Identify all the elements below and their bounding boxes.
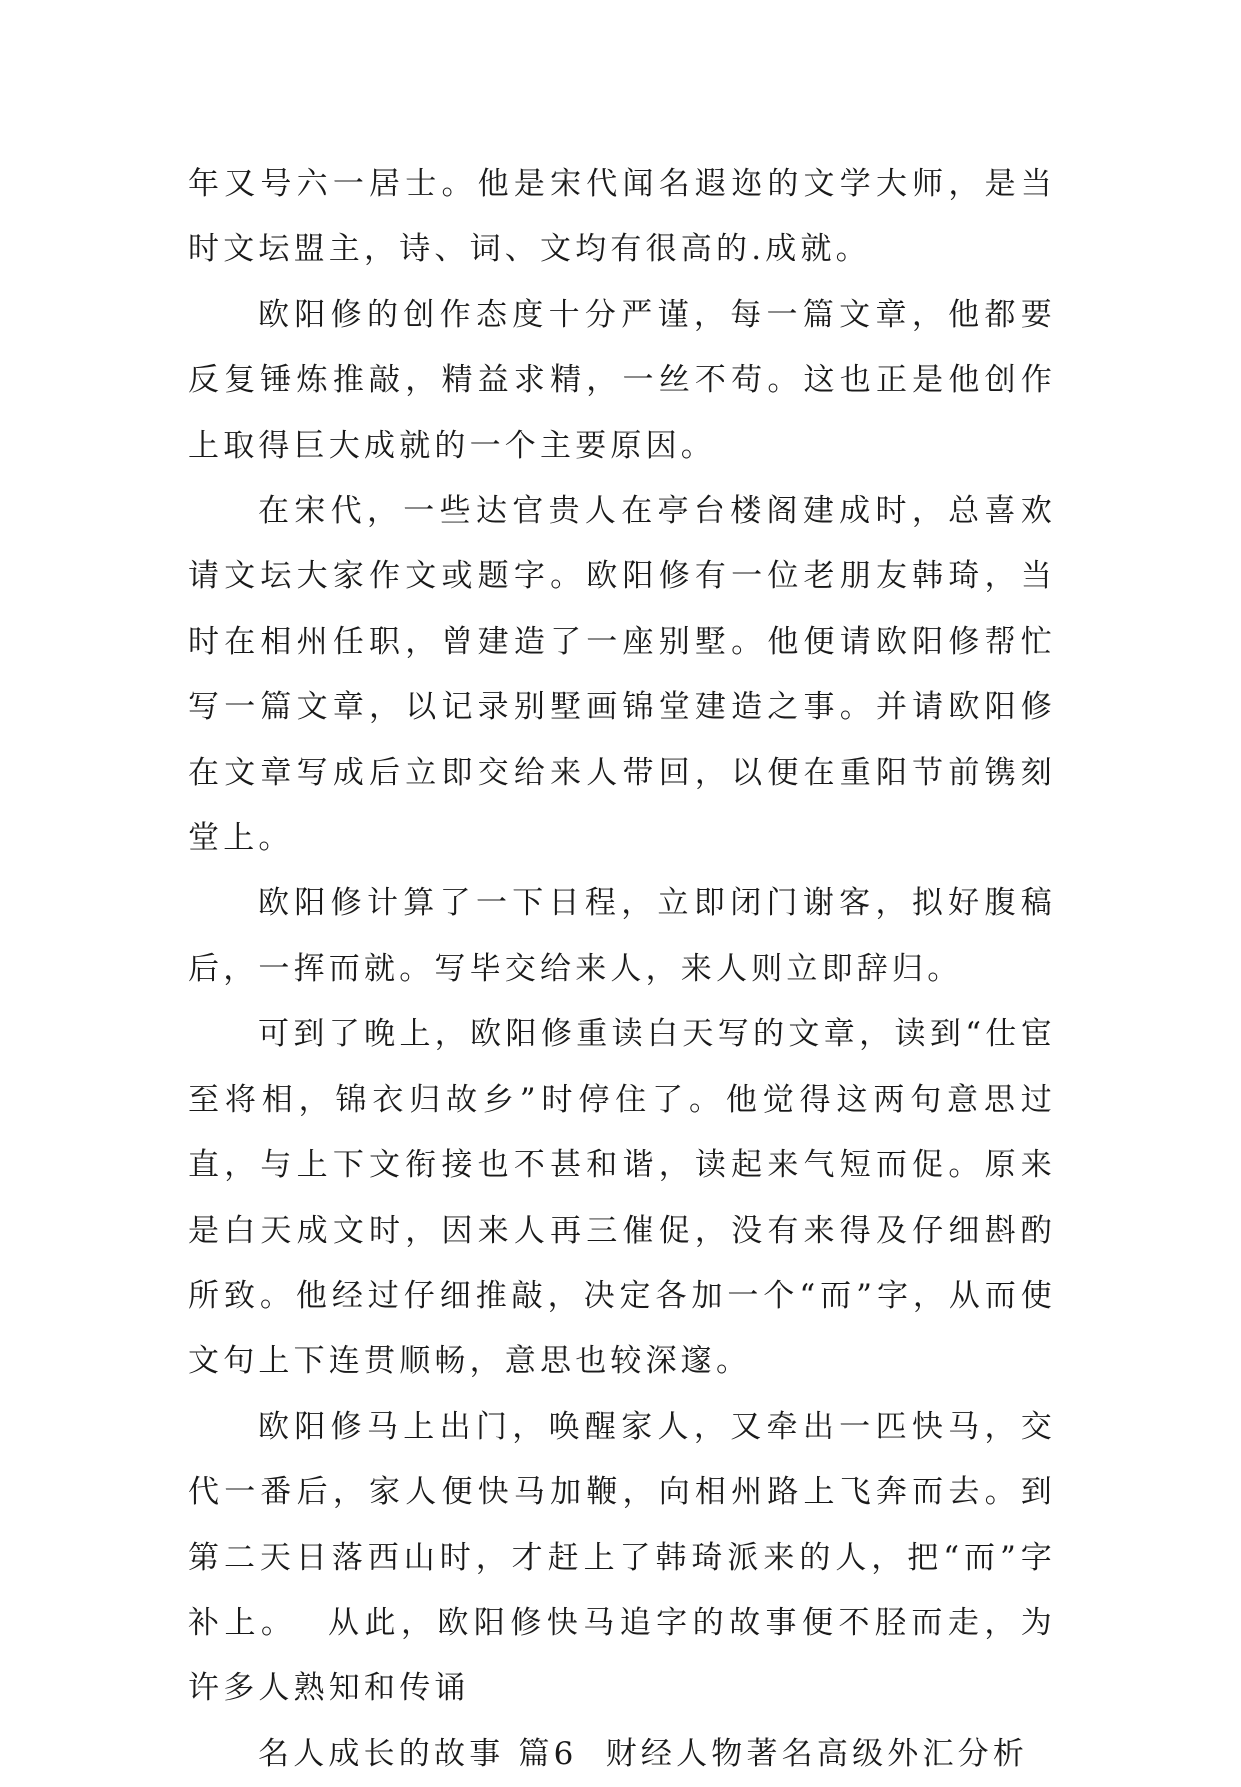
- paragraph-4: 欧阳修计算了一下日程，立即闭门谢客，拟好腹稿后，一挥而就。写毕交给来人，来人则立即辞归。: [188, 885, 1056, 987]
- paragraph-3: 在宋代，一些达官贵人在亭台楼阁建成时，总喜欢请文坛大家作文或题字。欧阳修有一位老朋友韩琦，当时在相州任职，曾建造了一座别墅。他便请欧阳修帮忙写一篇文章，以记录别墅画锦堂建造之事。并请欧阳修在文章写成后立即交给来人带回，以便在重阳节前镌刻堂上。: [188, 493, 1056, 857]
- article-body: [188, 152, 1056, 1787]
- section-heading: 名人成长的故事 篇6 财经人物著名高级外汇分析: [258, 1735, 1029, 1772]
- paragraph-6: 欧阳修马上出门，唤醒家人，又牵出一匹快马，交代一番后，家人便快马加鞭，向相州路上飞奔而去。到第二天日落西山时，才赶上了韩琦派来的人，把“而”字补上。 从此，欧阳修快马追字的故事便不胫而走，为许多人熟知和传诵: [188, 1408, 1056, 1707]
- paragraph-5: 可到了晚上，欧阳修重读白天写的文章，读到“仕宦至将相，锦衣归故乡”时停住了。他觉得这两句意思过直，与上下文衔接也不甚和谐，读起来气短而促。原来是白天成文时，因来人再三催促，没有来得及仔细斟酌所致。他经过仔细推敲，决定各加一个“而”字，从而使文句上下连贯顺畅，意思也较深邃。: [188, 1016, 1056, 1380]
- paragraph-2: 欧阳修的创作态度十分严谨，每一篇文章，他都要反复锤炼推敲，精益求精，一丝不苟。这也正是他创作上取得巨大成就的一个主要原因。: [188, 296, 1056, 464]
- paragraph-1: 年又号六一居士。他是宋代闻名遐迩的文学大师，是当时文坛盟主，诗、词、文均有很高的.成就。: [188, 166, 1056, 268]
